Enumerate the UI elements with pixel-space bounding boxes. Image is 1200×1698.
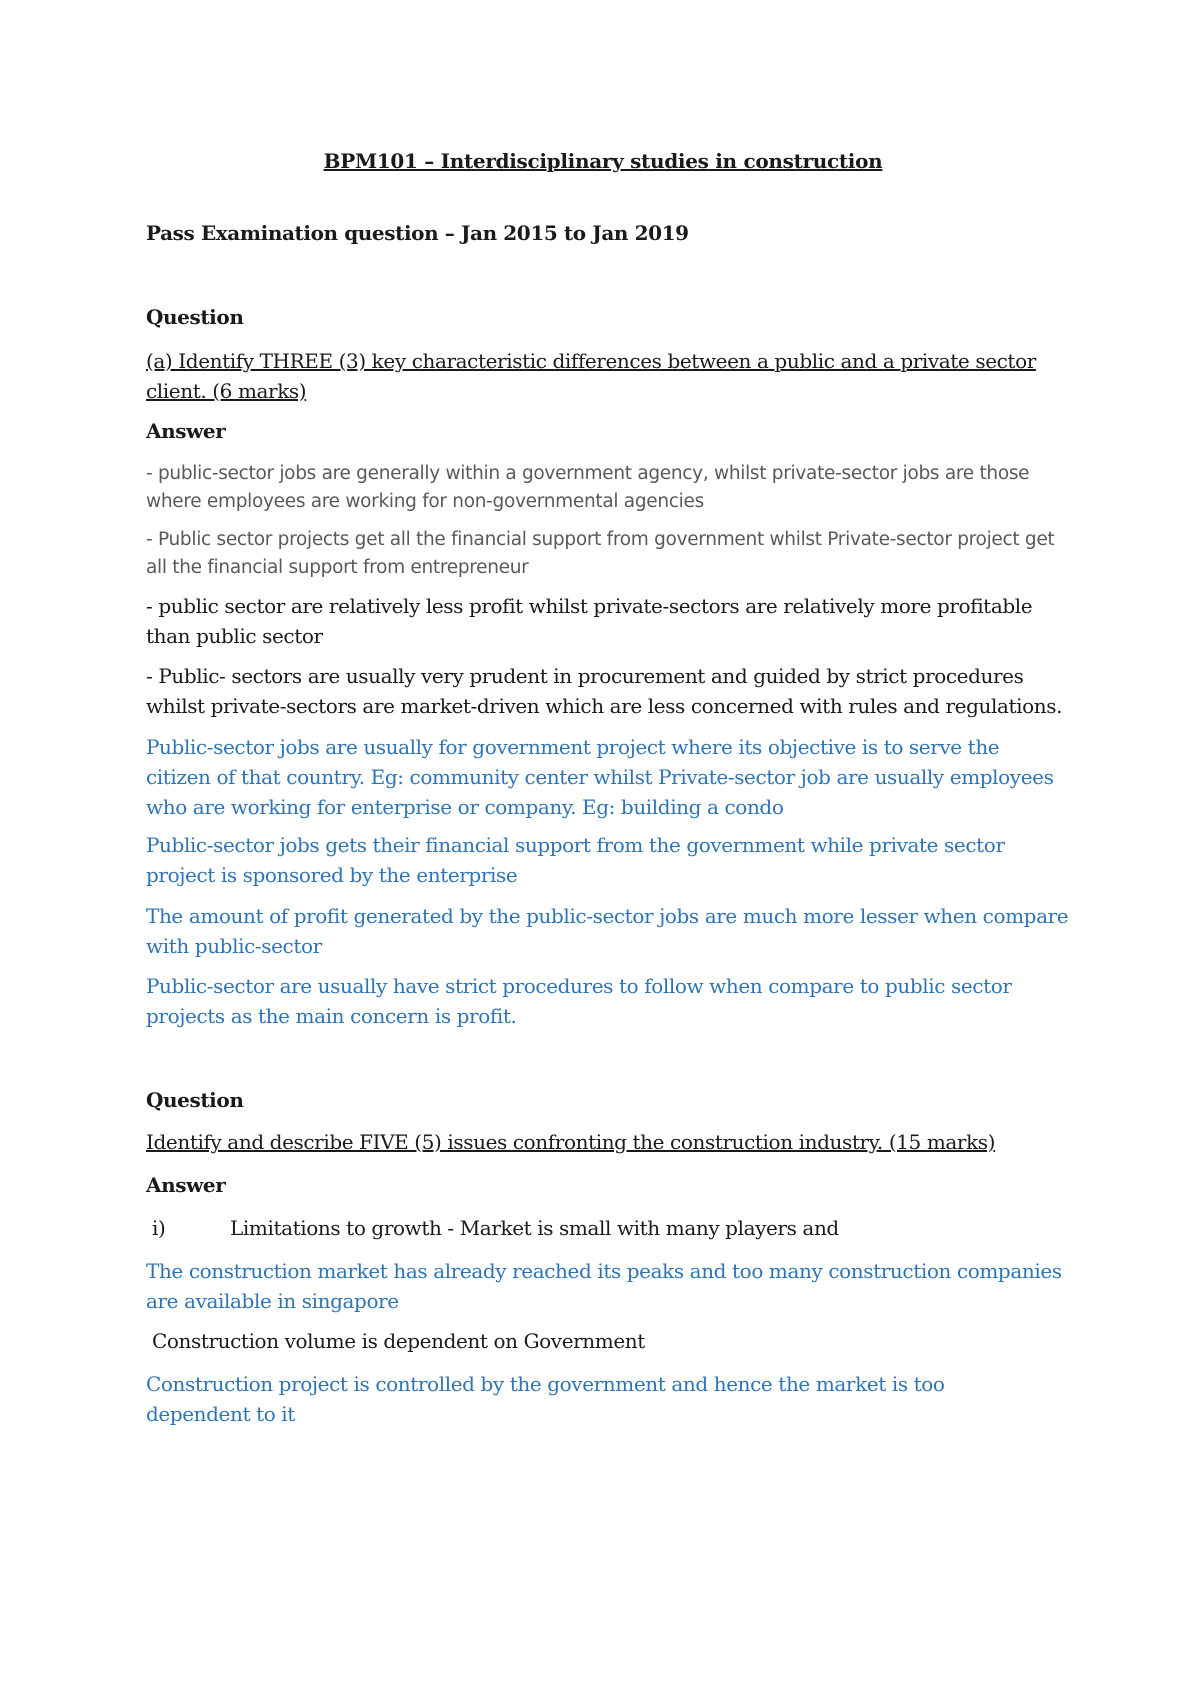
answer-1-blue-point-3: The amount of profit generated by the public-sector jobs are much more lesser when compare with public-sector	[146, 904, 1069, 958]
document-title: BPM101 – Interdisciplinary studies in construction	[323, 149, 883, 173]
answer-1-blue-point-4: Public-sector are usually have strict procedures to follow when compare to public sector projects as the main concern is profit.	[146, 974, 1012, 1028]
answer-2-blue-point-2: Construction project is controlled by the government and hence the market is too dependent to it	[146, 1372, 945, 1426]
answer-2-heading: Answer	[146, 1173, 226, 1197]
answer-1-blue-point-2: Public-sector jobs gets their financial support from the government while private sector project is sponsored by the enterprise	[146, 833, 1005, 887]
question-2-heading: Question	[146, 1088, 244, 1112]
question-1-prompt: (a) Identify THREE (3) key characteristic differences between a public and a private sector client. (6 marks)	[146, 349, 1036, 403]
answer-1-point-3: - public sector are relatively less profit whilst private-sectors are relatively more profitable than public sector	[146, 594, 1033, 648]
answer-1-blue-point-1: Public-sector jobs are usually for government project where its objective is to serve the citizen of that country. Eg: community center whilst Private-sector job are usually employees who are working for enterprise or company. Eg: building a condo	[146, 735, 1054, 819]
answer-1-grey-point-1: - public-sector jobs are generally within a government agency, whilst private-sector jobs are those where employees are working for non-governmental agencies	[146, 463, 1030, 512]
document-subtitle: Pass Examination question – Jan 2015 to Jan 2019	[146, 221, 689, 245]
list-item-text: Limitations to growth - Market is small with many players and	[230, 1216, 839, 1240]
answer-2-blue-point-1: The construction market has already reached its peaks and too many construction companies are available in singapore	[146, 1259, 1062, 1313]
answer-1-heading: Answer	[146, 419, 226, 443]
question-1-heading: Question	[146, 305, 244, 329]
answer-2-list-item	[146, 1213, 1076, 1243]
answer-2-plain-point: Construction volume is dependent on Government	[146, 1329, 645, 1353]
list-item-number: i)	[152, 1216, 166, 1240]
answer-1-point-4: - Public- sectors are usually very prudent in procurement and guided by strict procedures whilst private-sectors are market-driven which are less concerned with rules and regulations.	[146, 664, 1063, 718]
answer-1-grey-point-2: - Public sector projects get all the financial support from government whilst Private-sector project get all the financial support from entrepreneur	[146, 529, 1055, 578]
question-2-prompt: Identify and describe FIVE (5) issues confronting the construction industry. (15 marks)	[146, 1130, 996, 1154]
